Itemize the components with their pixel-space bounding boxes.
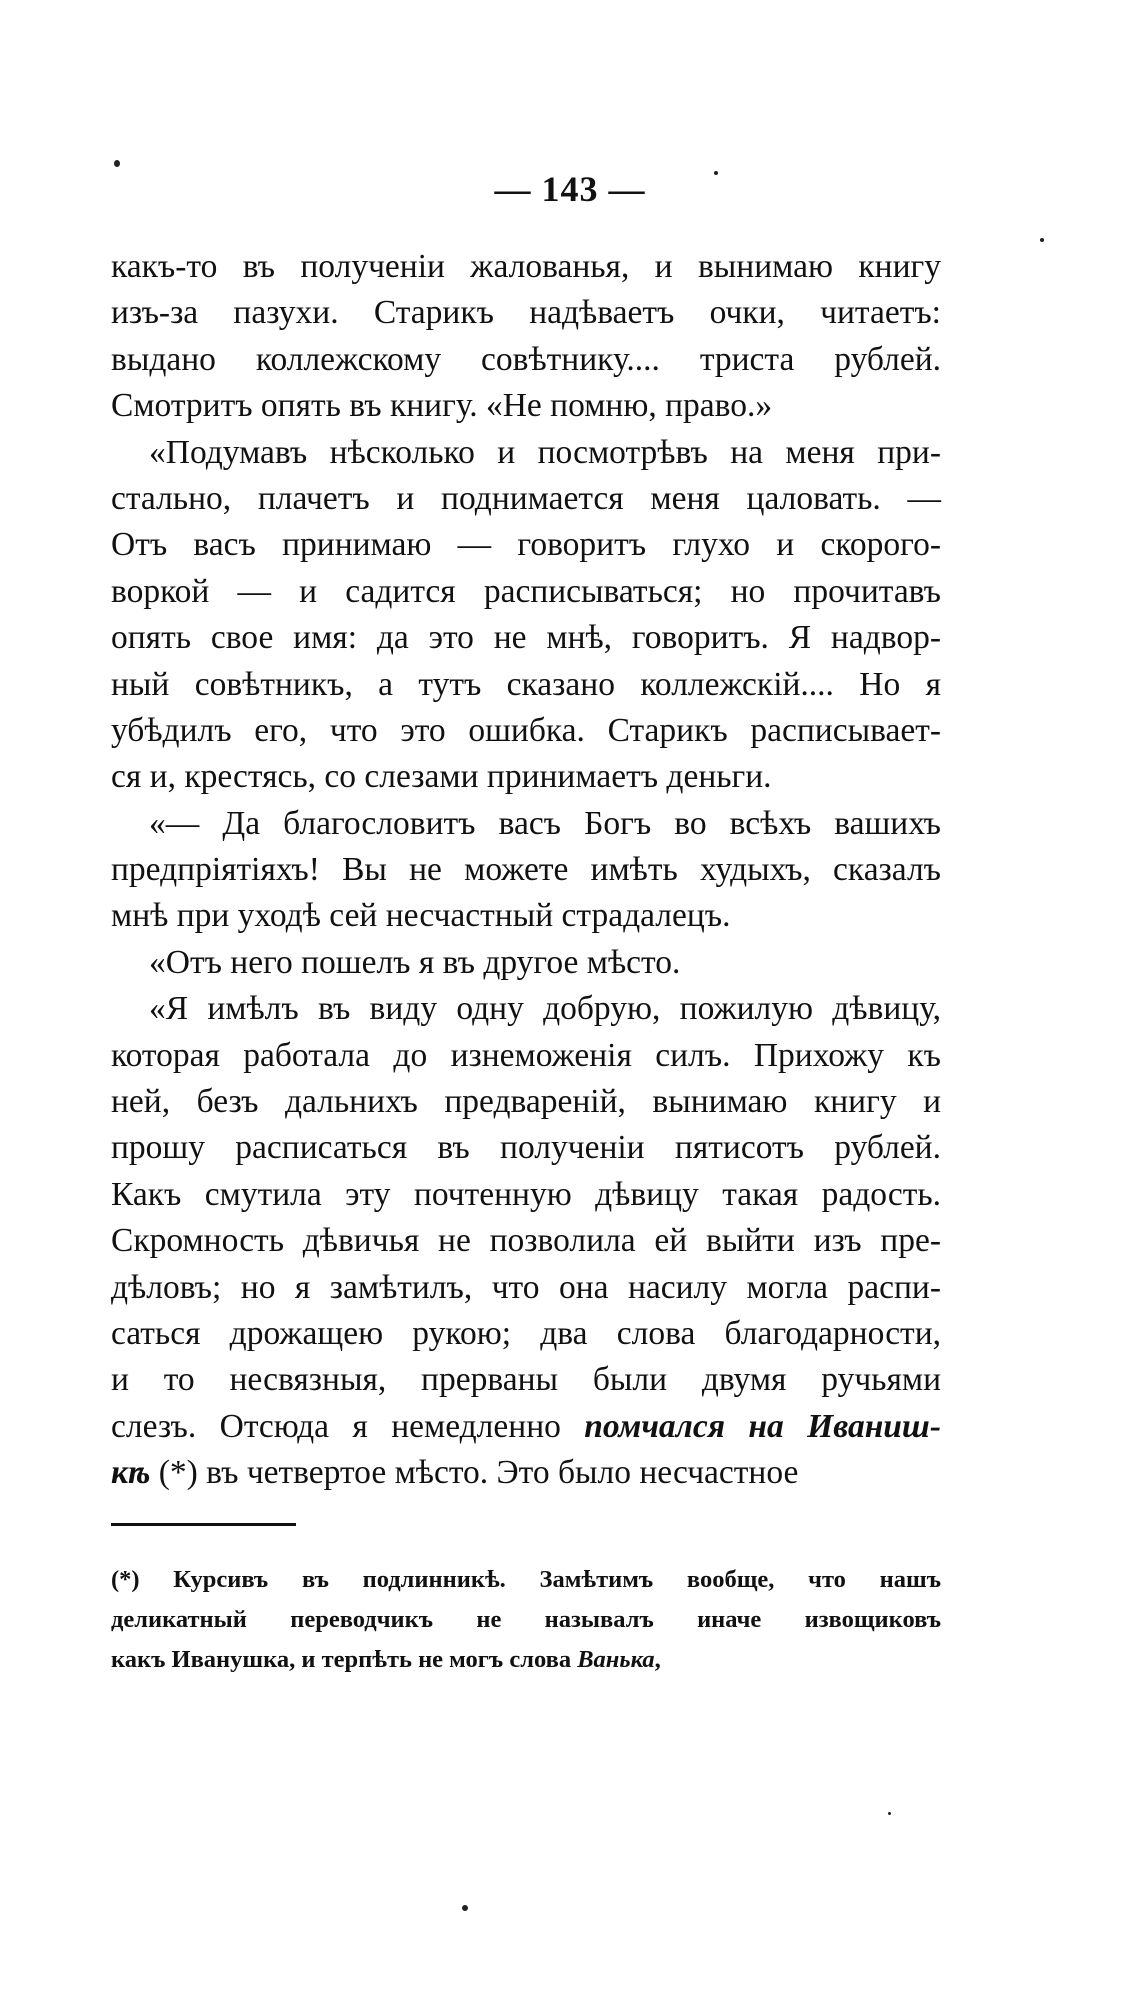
- text-line: Отъ васъ принимаю — говоритъ глухо и скорого-: [111, 526, 941, 564]
- footnote-segment: какъ Иванушка, и терпѣть не могъ слова: [111, 1646, 578, 1673]
- print-speck: [888, 1812, 891, 1815]
- print-speck: [462, 1905, 468, 1911]
- text-line: «— Да благословитъ васъ Богъ во всѣхъ вашихъ: [149, 804, 941, 842]
- footnote: [111, 1560, 941, 1680]
- footnote-divider: [111, 1523, 296, 1526]
- text-line: опять свое имя: да это не мнѣ, говоритъ. Я надвор-: [111, 619, 941, 657]
- footnote-italic-word: Ванька: [577, 1646, 655, 1673]
- text-line: «Подумавъ нѣсколько и посмотрѣвъ на меня при-: [149, 433, 941, 471]
- text-line: ся и, крестясь, со слезами принимаетъ деньги.: [111, 758, 772, 796]
- text-line: стально, плачетъ и поднимается меня цаловать. —: [111, 479, 941, 517]
- text-line: Какъ смутила эту почтенную дѣвицу такая радость.: [111, 1175, 941, 1213]
- print-speck: [1040, 238, 1044, 242]
- text-line: «Я имѣлъ въ виду одну добрую, пожилую дѣвицу,: [149, 990, 941, 1028]
- text-line: и то несвязныя, прерваны были двумя ручьями: [111, 1361, 941, 1399]
- text-line-mixed: [111, 1404, 941, 1450]
- text-line: Смотритъ опять въ книгу. «Не помню, право.»: [111, 387, 773, 425]
- text-line-mixed: [111, 1450, 941, 1496]
- footnote-line-mixed: [111, 1640, 941, 1680]
- text-line: изъ-за пазухи. Старикъ надѣваетъ очки, читаетъ:: [111, 294, 941, 332]
- text-line: Скромность дѣвичья не позволила ей выйти изъ пре-: [111, 1222, 941, 1260]
- print-speck: [714, 171, 718, 175]
- footnote-punct: ,: [654, 1646, 661, 1673]
- print-speck: [114, 160, 120, 167]
- text-line: выдано коллежскому совѣтнику.... триста рублей.: [111, 340, 941, 378]
- text-line: мнѣ при уходѣ сей несчастный страдалецъ.: [111, 897, 731, 935]
- text-line: ней, безъ дальнихъ предвареній, вынимаю книгу и: [111, 1083, 941, 1121]
- text-line: «Отъ него пошелъ я въ другое мѣсто.: [149, 943, 681, 981]
- text-line: убѣдилъ его, что это ошибка. Старикъ расписывает-: [111, 711, 941, 749]
- text-line: ный совѣтникъ, а тутъ сказано коллежскій.... Но я: [111, 665, 941, 703]
- italic-phrase: помчался на Иваниш-: [584, 1407, 941, 1445]
- text-line: которая работала до изнеможенія силъ. Прихожу къ: [111, 1036, 941, 1074]
- text-line: воркой — и садится расписываться; но прочитавъ: [111, 572, 941, 610]
- text-line: дѣловъ; но я замѣтилъ, что она насилу могла распи-: [111, 1268, 941, 1306]
- text-segment: слезъ. Отсюда я немедленно: [111, 1407, 585, 1445]
- text-line: саться дрожащею рукою; два слова благодарности,: [111, 1314, 941, 1352]
- footnote-line: (*) Курсивъ въ подлинникѣ. Замѣтимъ вообще, что нашъ: [111, 1566, 941, 1593]
- body-text: [111, 244, 941, 1497]
- text-segment: (*) въ четвертое мѣсто. Это было несчастное: [150, 1454, 799, 1492]
- page-number: — 143 —: [494, 169, 646, 209]
- text-line: какъ-то въ полученіи жалованья, и вынимаю книгу: [111, 248, 941, 285]
- text-line: прошу расписаться въ полученіи пятисотъ рублей.: [111, 1129, 941, 1167]
- footnote-line: деликатный переводчикъ не называлъ иначе извощиковъ: [111, 1606, 941, 1633]
- text-line: предпріятіяхъ! Вы не можете имѣть худыхъ, сказалъ: [111, 851, 941, 889]
- italic-phrase: кѣ: [111, 1454, 151, 1492]
